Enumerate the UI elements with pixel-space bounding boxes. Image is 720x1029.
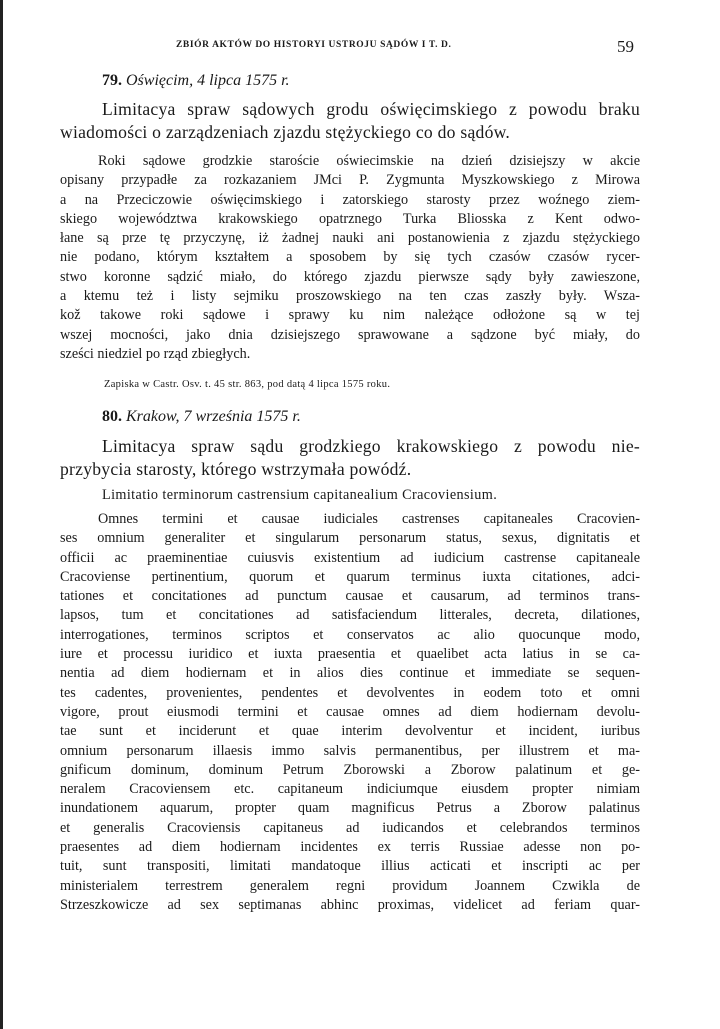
doc80-body-line: ministerialem terrestrem generalem regni providum Joannem Czwikla de: [60, 877, 640, 894]
doc80-body-line: ses omnium generaliter et singularum personarum status, sexus, dignitatis et: [60, 530, 640, 547]
doc79-body-line: kož takowe roki sądowe i sprawy ku nim należące odłożone są w tej: [60, 307, 640, 324]
doc80-body-line: nentia ad diem hodiernam et in alios dies continue et immediate se sequen-: [60, 665, 640, 682]
doc80-title: [60, 435, 640, 481]
doc80-body-line: vigore, prout eiusmodi termini et causae omnes ad diem hodiernam devolu-: [60, 703, 640, 720]
doc80-body: [60, 510, 640, 915]
page-number: 59: [617, 37, 634, 56]
doc79-heading: [60, 72, 640, 90]
doc80-body-line: omnium personarum illaesis immo salvis permanentibus, per illustrem et ma-: [60, 742, 640, 759]
doc79-place-date: Oświęcim, 4 lipca 1575 r.: [126, 72, 290, 89]
doc80-body-line: praesentes ad diem hodiernam incidentes ex terris Russiae adesse non po-: [60, 839, 640, 856]
doc79-body-line: wszej mocności, jako dnia dzisiejszego sprawowane a sądzone być miały, do: [60, 326, 640, 343]
doc79-title-line: wiadomości o zarządzeniach zjazdu stężyckiego co do sądów.: [60, 122, 511, 142]
doc79-body: [60, 152, 640, 364]
doc80-body-line: officii ac praeminentiae cuiusvis existentium ad iudicium castrense capitaneale: [60, 549, 640, 566]
doc80-body-line: tuit, sunt transpositi, limitati mandatoque illius acticati et inscripti ac per: [60, 858, 640, 875]
doc80-body-line: tationes et concitationes ad punctum causae et causarum, ad terminos trans-: [60, 588, 640, 605]
doc79-title: [60, 98, 640, 144]
doc79-number: 79.: [102, 72, 122, 89]
doc79-body-line: sześci niedziel po rząd zbiegłych.: [60, 345, 251, 362]
doc80-place-date: Krakow, 7 września 1575 r.: [126, 408, 301, 425]
doc80-body-line: et generalis Cracoviensis capitaneus ad iudicandos et celebrandos terminos: [60, 819, 640, 836]
doc80-heading: [60, 408, 640, 426]
doc80-body-line: tae sunt et inciderunt et quae interim devolventur et incident, iuribus: [60, 723, 640, 740]
doc79-body-line: łane są prze tę przyczynę, iż żadnej nauki ani postanowienia z zjazdu stężyckiego: [60, 230, 640, 247]
doc80-number: 80.: [102, 408, 122, 425]
doc80-body-line: lapsos, tum et concitationes ad satisfaciendum litterales, decreta, dilationes,: [60, 607, 640, 624]
doc80-body-line: interrogationes, terminos scriptos et conservatos ac alio quocunque modo,: [60, 626, 640, 643]
doc80-body-line: Strzeszkowicze ad sex septimanas abhinc proximas, videlicet ad feriam quar-: [60, 896, 640, 913]
doc80-body-line: Cracoviense pertinentium, quorum et quarum terminus iuxta citationes, adci-: [60, 568, 640, 585]
doc79-body-line: Roki sądowe grodzkie staroście oświecimskie na dzień dzisiejszy w akcie: [98, 153, 640, 169]
doc79-title-line: Limitacya spraw sądowych grodu oświęcimskiego z powodu braku: [102, 99, 640, 119]
doc79-body-line: nie podano, którym kształtem a sposobem by się tych czasów czasów rycer-: [60, 249, 640, 266]
doc79-body-line: a ktemu też i listy sejmiku proszowskiego na ten czas zaszły były. Wsza-: [60, 288, 640, 305]
doc80-body-line: tes cadentes, provenientes, pendentes et devolventes in eodem toto et omni: [60, 684, 640, 701]
doc79-source: Zapiska w Castr. Osv. t. 45 str. 863, pod datą 4 lipca 1575 roku.: [104, 379, 391, 390]
doc79-body-line: stwo koronne sądzić miało, do którego zjazdu pierwsze sądy były zawieszone,: [60, 268, 640, 285]
running-head: ZBIÓR AKTÓW DO HISTORYI USTROJU SĄDÓW I T. D.: [176, 40, 452, 50]
doc80-body-line: iure et processu iuridico et iuxta praesentia et quaelibet acta latius in se ca-: [60, 646, 640, 663]
doc80-body-line: inundationem aquarum, propter quam magnificus Petrus a Zborow palatinus: [60, 800, 640, 817]
doc80-body-line: neralem Cracoviensem etc. capitaneum indiciumque eiusdem propter nimiam: [60, 781, 640, 798]
doc80-body-line: gnificum dominum, dominum Petrum Zborowski a Zborow palatinum et ge-: [60, 761, 640, 778]
doc80-title-line: przybycia starosty, którego wstrzymała powódź.: [60, 459, 412, 479]
doc80-body-line: Omnes termini et causae iudiciales castrenses capitaneales Cracovien-: [98, 511, 640, 527]
doc79-body-line: skiego województwa krakowskiego opatrznego Turka Bliosska z Kent odwo-: [60, 210, 640, 227]
scan-border: [0, 0, 3, 1029]
doc79-body-line: opisany przypadłe za rozkazaniem JMci P. Zygmunta Myszkowskiego z Mirowa: [60, 172, 640, 189]
doc79-body-line: a na Przeciczowie oświęcimskiego i zatorskiego starosty przez woźnego ziem-: [60, 191, 640, 208]
doc80-title-line: Limitacya spraw sądu grodzkiego krakowskiego z powodu nie-: [102, 436, 640, 456]
doc80-latin-title: Limitatio terminorum castrensium capitanealium Cracoviensium.: [102, 487, 498, 503]
